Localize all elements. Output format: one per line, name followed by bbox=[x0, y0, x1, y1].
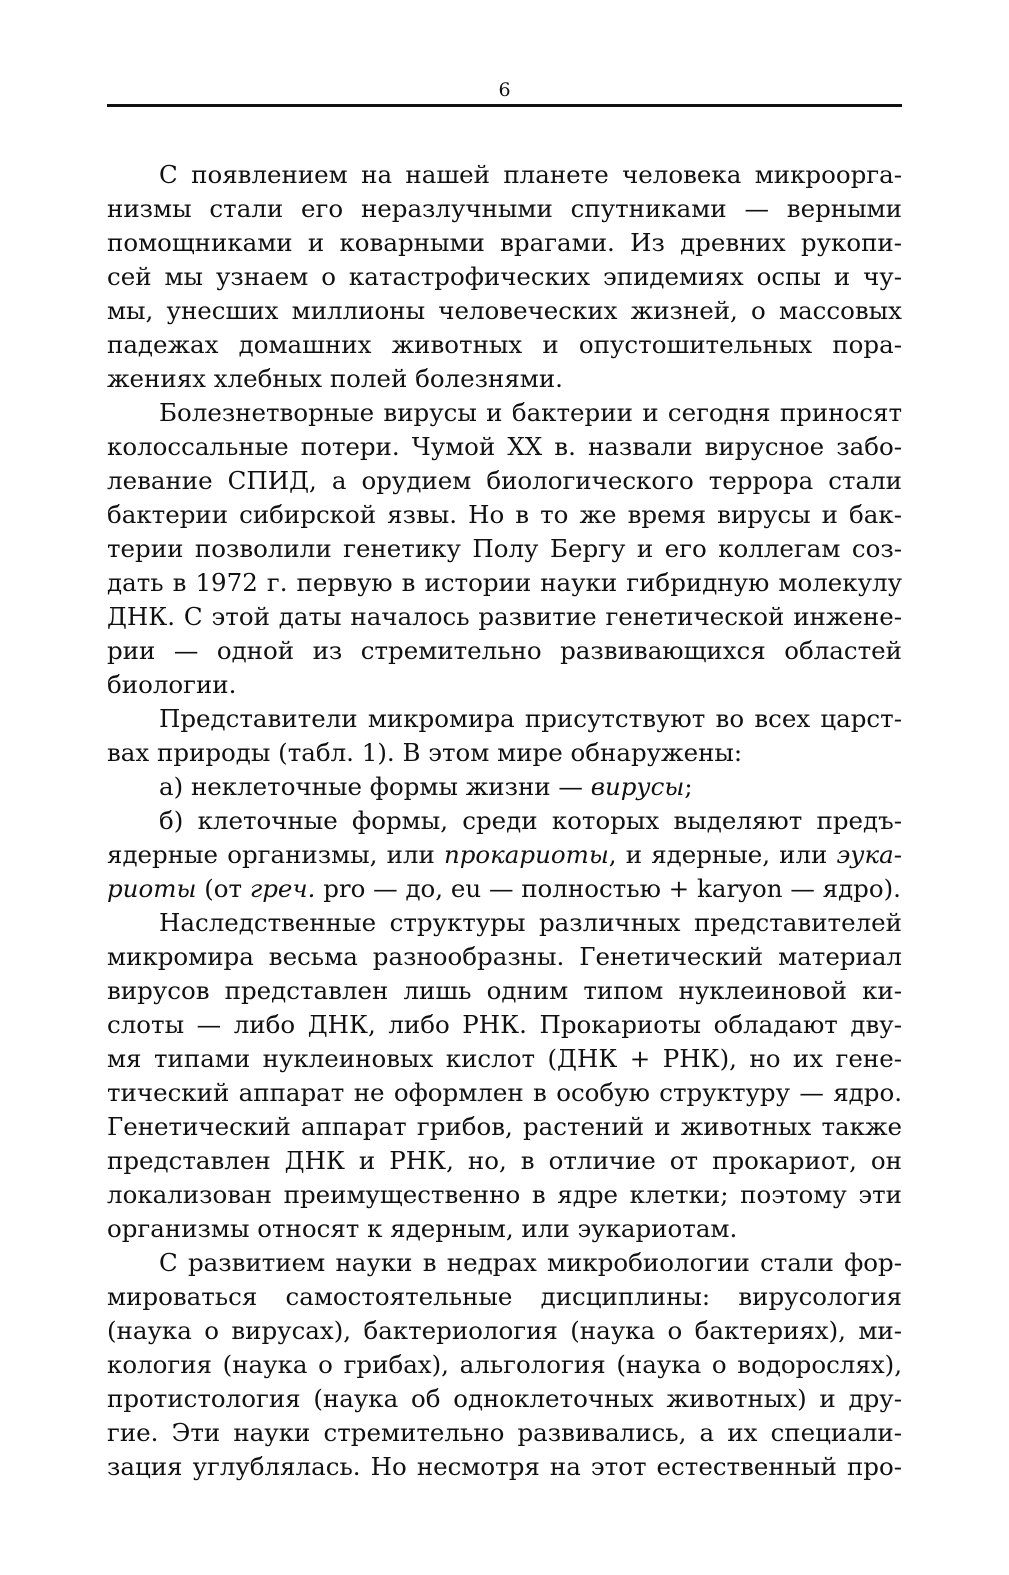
list-item-b-line3 bbox=[107, 872, 902, 906]
text-span: (от bbox=[196, 874, 250, 903]
text-line: Наследственные структуры различных представителей bbox=[159, 908, 902, 937]
text-line: рии — одной из стремительно развивающихся областей bbox=[107, 636, 902, 665]
text-line: тический аппарат не оформлен в особую структуру — ядро. bbox=[107, 1078, 902, 1107]
body-text bbox=[107, 158, 902, 1484]
term-eukaryotes-part2: риоты bbox=[107, 874, 197, 903]
text-span: , и ядерные, или bbox=[608, 840, 837, 869]
text-line: Болезнетворные вирусы и бактерии и сегодня приносят bbox=[159, 398, 902, 427]
text-line: вах природы (табл. 1). В этом мире обнаружены: bbox=[107, 738, 743, 767]
text-line: биологии. bbox=[107, 670, 237, 699]
text-line: протистология (наука об одноклеточных животных) и дру- bbox=[107, 1384, 902, 1413]
text-line: гие. Эти науки стремительно развивались, а их специали- bbox=[107, 1418, 902, 1447]
punct: ; bbox=[684, 772, 693, 801]
paragraph-1 bbox=[107, 158, 902, 396]
text-line: вирусов представлен лишь одним типом нуклеиновой ки- bbox=[107, 976, 902, 1005]
text-line: падежах домашних животных и опустошительных пора- bbox=[107, 330, 902, 359]
text-line: ДНК. С этой даты началось развитие генетической инжене- bbox=[107, 602, 902, 631]
list bbox=[107, 770, 902, 906]
paragraph-5 bbox=[107, 906, 902, 1246]
text-line: жениях хлебных полей болезнями. bbox=[107, 364, 563, 393]
text-span: pro — до, eu — полностью + karyon — ядро). bbox=[315, 874, 901, 903]
text-line: С развитием науки в недрах микробиологии стали фор- bbox=[159, 1248, 902, 1277]
text-line: слоты — либо ДНК, либо РНК. Прокариоты обладают дву- bbox=[107, 1010, 902, 1039]
text-line: локализован преимущественно в ядре клетки; поэтому эти bbox=[107, 1180, 902, 1209]
text-line: представлен ДНК и РНК, но, в отличие от прокариот, он bbox=[107, 1146, 902, 1175]
paragraph-6 bbox=[107, 1246, 902, 1484]
text-line: (наука о вирусах), бактериология (наука о бактериях), ми- bbox=[107, 1316, 902, 1345]
text-line: Представители микромира присутствуют во всех царст- bbox=[159, 704, 902, 733]
term-viruses: вирусы bbox=[590, 772, 685, 801]
text-line: организмы относят к ядерным, или эукариотам. bbox=[107, 1214, 738, 1243]
text-line: колоссальные потери. Чумой XX в. назвали вирусное забо- bbox=[107, 432, 902, 461]
text-line: микромира весьма разнообразны. Генетический материал bbox=[107, 942, 902, 971]
text-line: дать в 1972 г. первую в истории науки гибридную молекулу bbox=[107, 568, 902, 597]
page-number: 6 bbox=[498, 79, 511, 101]
text-line: мы, унесших миллионы человеческих жизней, о массовых bbox=[107, 296, 902, 325]
abbr-greek: греч. bbox=[249, 874, 316, 903]
text-line: Генетический аппарат грибов, растений и животных также bbox=[107, 1112, 902, 1141]
list-item-b: б) клеточные формы, среди которых выделяют предъ- bbox=[159, 806, 902, 835]
text-line: терии позволили генетику Полу Бергу и его коллегам соз- bbox=[107, 534, 902, 563]
text-line: мя типами нуклеиновых кислот (ДНК + РНК), но их гене- bbox=[107, 1044, 902, 1073]
list-item-a-text: а) неклеточные формы жизни — bbox=[159, 772, 591, 801]
paragraph-3 bbox=[107, 702, 902, 770]
term-eukaryotes-part1: эука- bbox=[836, 840, 902, 869]
text-line: левание СПИД, а орудием биологического террора стали bbox=[107, 466, 902, 495]
text-line: сей мы узнаем о катастрофических эпидемиях оспы и чу- bbox=[107, 262, 902, 291]
text-line: кология (наука о грибах), альгология (наука о водорослях), bbox=[107, 1350, 902, 1379]
header-rule bbox=[107, 104, 902, 107]
list-item-a bbox=[107, 770, 902, 804]
text-line: мироваться самостоятельные дисциплины: вирусология bbox=[107, 1282, 902, 1311]
paragraph-2 bbox=[107, 396, 902, 702]
text-line: зация углублялась. Но несмотря на этот естественный про- bbox=[107, 1452, 902, 1481]
text-span: ядерные организмы, или bbox=[107, 840, 444, 869]
term-prokaryotes: прокариоты bbox=[443, 840, 609, 869]
text-line: С появлением на нашей планете человека микроорга- bbox=[159, 160, 902, 189]
list-item-b-line2 bbox=[107, 838, 902, 872]
text-line: бактерии сибирской язвы. Но в то же время вирусы и бак- bbox=[107, 500, 902, 529]
text-line: низмы стали его неразлучными спутниками — верными bbox=[107, 194, 902, 223]
text-line: помощниками и коварными врагами. Из древних рукопи- bbox=[107, 228, 902, 257]
